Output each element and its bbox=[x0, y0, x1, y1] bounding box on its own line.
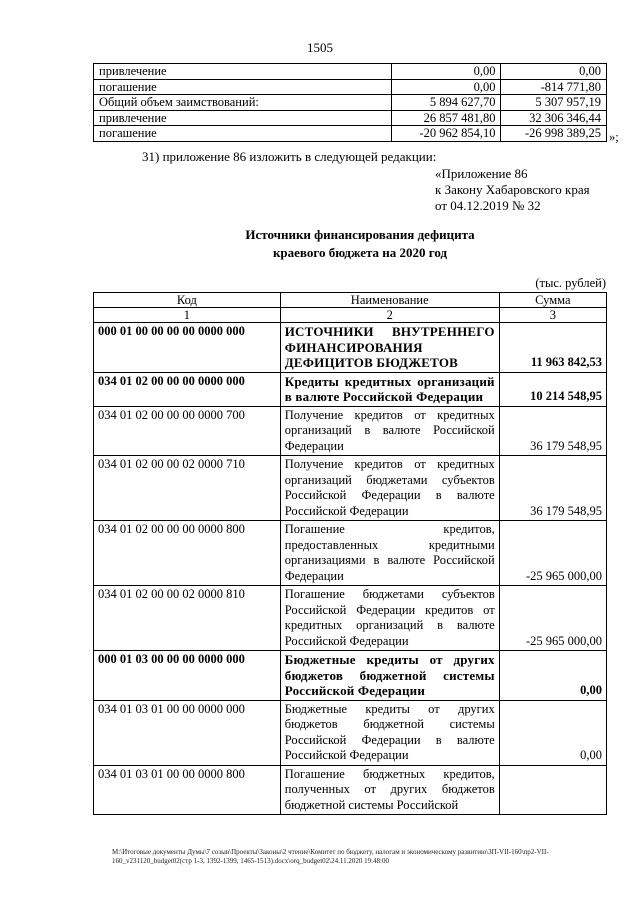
borrowings-label: погашение bbox=[94, 79, 392, 95]
table-row bbox=[94, 456, 607, 521]
header-number-2: 2 bbox=[280, 308, 499, 323]
footer-line-1: M:\Итоговые документы Думы\7 созыв\Проекты\Законы\2 чтение\Комитет по бюджету, налогам и экономическому развитию\3П-VII-160\пр2-VII- bbox=[112, 848, 549, 856]
borrowings-value-1: 0,00 bbox=[392, 64, 501, 80]
header-number-3: 3 bbox=[499, 308, 606, 323]
borrowings-row bbox=[94, 95, 607, 111]
table-number-row bbox=[94, 308, 607, 323]
row-code: 034 01 02 00 00 00 0000 700 bbox=[94, 406, 281, 456]
table-row bbox=[94, 521, 607, 586]
borrowings-label: Общий объем заимствований: bbox=[94, 95, 392, 111]
row-sum: 36 179 548,95 bbox=[499, 406, 606, 456]
borrowings-value-2: 0,00 bbox=[501, 64, 607, 80]
row-name: Получение кредитов от кредитных организаций бюджетами субъектов Российской Федерации в валюте Российской Федерации bbox=[280, 456, 499, 521]
footer-line-2: 160_v231120_budget02(стр 1-3, 1392-1399, 1465-1513).docx\orq_budget02\24.11.2020 19:48:00 bbox=[112, 856, 389, 865]
row-code: 034 01 03 01 00 00 0000 000 bbox=[94, 700, 281, 765]
table-header-row bbox=[94, 293, 607, 308]
row-sum: 0,00 bbox=[499, 700, 606, 765]
row-name: Кредиты кредитных организаций в валюте Российской Федерации bbox=[280, 372, 499, 406]
row-name: Получение кредитов от кредитных организаций в валюте Российской Федерации bbox=[280, 406, 499, 456]
row-sum: 10 214 548,95 bbox=[499, 372, 606, 406]
borrowings-value-1: 26 857 481,80 bbox=[392, 110, 501, 126]
title-line-1: Источники финансирования дефицита bbox=[245, 227, 475, 242]
row-sum: 0,00 bbox=[499, 651, 606, 701]
appendix-line-3: от 04.12.2019 № 32 bbox=[435, 198, 541, 213]
table-row bbox=[94, 651, 607, 701]
row-sum: 11 963 842,53 bbox=[499, 323, 606, 373]
appendix-line-1: «Приложение 86 bbox=[435, 166, 528, 181]
borrowings-value-1: 5 894 627,70 bbox=[392, 95, 501, 111]
borrowings-value-2: 32 306 346,44 bbox=[501, 110, 607, 126]
borrowings-row bbox=[94, 126, 607, 142]
row-sum: -25 965 000,00 bbox=[499, 586, 606, 651]
borrowings-value-2: 5 307 957,19 bbox=[501, 95, 607, 111]
item-31-text: 31) приложение 86 изложить в следующей редакции: bbox=[142, 149, 437, 164]
units-label: (тыс. рублей) bbox=[535, 276, 606, 290]
table-row bbox=[94, 700, 607, 765]
row-sum bbox=[499, 765, 606, 815]
header-name: Наименование bbox=[280, 293, 499, 308]
borrowings-row bbox=[94, 79, 607, 95]
row-name: Бюджетные кредиты от других бюджетов бюджетной системы Российской Федерации bbox=[280, 651, 499, 701]
borrowings-value-2: -26 998 389,25 bbox=[501, 126, 607, 142]
row-name: Бюджетные кредиты от других бюджетов бюджетной системы Российской Федерации в валюте Российской Федерации bbox=[280, 700, 499, 765]
financing-sources-table bbox=[93, 292, 607, 815]
row-code: 000 01 00 00 00 00 0000 000 bbox=[94, 323, 281, 373]
borrowings-row bbox=[94, 64, 607, 80]
table-row bbox=[94, 372, 607, 406]
row-sum: 36 179 548,95 bbox=[499, 456, 606, 521]
appendix-line-2: к Закону Хабаровского края bbox=[435, 182, 590, 197]
borrowings-row bbox=[94, 110, 607, 126]
header-number-1: 1 bbox=[94, 308, 281, 323]
row-name: ИСТОЧНИКИ ВНУТРЕННЕГО ФИНАНСИРОВАНИЯ ДЕФИЦИТОВ БЮДЖЕТОВ bbox=[280, 323, 499, 373]
file-path-footer bbox=[112, 848, 612, 865]
row-code: 034 01 02 00 00 02 0000 810 bbox=[94, 586, 281, 651]
borrowings-value-2: -814 771,80 bbox=[501, 79, 607, 95]
borrowings-label: привлечение bbox=[94, 64, 392, 80]
borrowings-label: погашение bbox=[94, 126, 392, 142]
table-row bbox=[94, 323, 607, 373]
row-code: 034 01 02 00 00 00 0000 800 bbox=[94, 521, 281, 586]
quote-end: »; bbox=[609, 130, 619, 144]
row-code: 000 01 03 00 00 00 0000 000 bbox=[94, 651, 281, 701]
row-code: 034 01 03 01 00 00 0000 800 bbox=[94, 765, 281, 815]
row-code: 034 01 02 00 00 00 0000 000 bbox=[94, 372, 281, 406]
table-row bbox=[94, 586, 607, 651]
title-line-2: краевого бюджета на 2020 год bbox=[272, 245, 448, 260]
borrowings-value-1: 0,00 bbox=[392, 79, 501, 95]
header-sum: Сумма bbox=[499, 293, 606, 308]
row-name: Погашение бюджетами субъектов Российской Федерации кредитов от кредитных организаций в валюте Российской Федерации bbox=[280, 586, 499, 651]
row-code: 034 01 02 00 00 02 0000 710 bbox=[94, 456, 281, 521]
appendix-header bbox=[435, 166, 590, 214]
borrowings-value-1: -20 962 854,10 bbox=[392, 126, 501, 142]
page-number: 1505 bbox=[307, 40, 333, 55]
row-sum: -25 965 000,00 bbox=[499, 521, 606, 586]
table-row bbox=[94, 406, 607, 456]
document-title bbox=[0, 226, 640, 262]
borrowings-table bbox=[93, 63, 607, 142]
borrowings-label: привлечение bbox=[94, 110, 392, 126]
row-name: Погашение бюджетных кредитов, полученных от других бюджетов бюджетной системы Российской bbox=[280, 765, 499, 815]
table-row bbox=[94, 765, 607, 815]
row-name: Погашение кредитов, предоставленных кредитными организациями в валюте Российской Федерации bbox=[280, 521, 499, 586]
header-code: Код bbox=[94, 293, 281, 308]
